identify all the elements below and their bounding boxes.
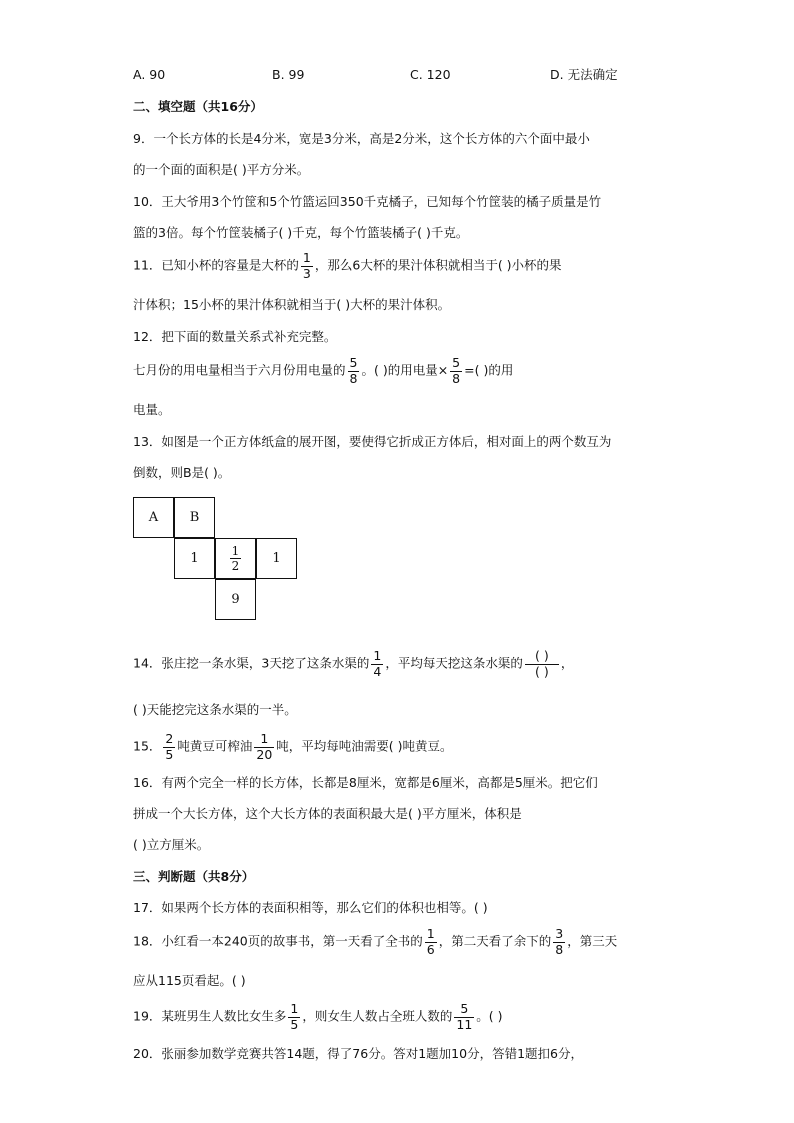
option-d: D. 无法确定 [550, 67, 618, 82]
q19-text-a: 19．某班男生人数比女生多 [133, 1008, 287, 1024]
fraction: $\frac{5}{8}$ [452, 355, 461, 386]
fraction: $\frac{5}{8}$ [349, 355, 358, 386]
q11-text-b: ，那么6大杯的果汁体积就相当于( )小杯的果 [314, 257, 562, 273]
q18-text-a: 18．小红看一本240页的故事书，第一天看了全书的 [133, 933, 423, 949]
question-18-line2: 应从115页看起。( ) [133, 973, 246, 988]
net-cell-1: 1 [174, 538, 215, 579]
question-16-line1: 16．有两个完全一样的长方体，长都是8厘米，宽都是6厘米，高都是5厘米。把它们 [133, 775, 598, 790]
q14-text-b: ，平均每天挖这条水渠的 [385, 655, 523, 671]
blank-fraction: $\frac{( )}{( )}$ [525, 650, 559, 678]
question-13-line1: 13．如图是一个正方体纸盒的展开图，要使得它折成正方体后，相对面上的两个数互为 [133, 434, 612, 449]
question-12-line3: 电量。 [133, 402, 171, 417]
section-heading-fill-blank: 二、填空题（共16分） [133, 99, 263, 114]
q15-text-b: 吨，平均每吨油需要( )吨黄豆。 [276, 738, 453, 754]
question-18-line1 [133, 928, 617, 956]
q19-text-b: ，则女生人数占全班人数的 [302, 1008, 453, 1024]
q12-text-b: 。( )的用电量× [361, 362, 449, 378]
q14-text-c: ， [560, 655, 574, 671]
section-heading-judge: 三、判断题（共8分） [133, 869, 255, 884]
q19-text-c: 。( ) [476, 1008, 503, 1024]
question-10-line2: 篮的3倍。每个竹筐装橘子( )千克，每个竹篮装橘子( )千克。 [133, 225, 469, 240]
question-15 [133, 733, 453, 761]
q18-text-c: ，第三天 [567, 933, 618, 949]
option-b: B. 99 [272, 67, 305, 82]
question-11-line2: 汁体积；15小杯的果汁体积就相当于( )大杯的果汁体积。 [133, 297, 451, 312]
q12-text-a: 七月份的用电量相当于六月份用电量的 [133, 362, 346, 378]
q18-text-b: ，第二天看了余下的 [438, 933, 552, 949]
question-9-line1: 9．一个长方体的长是4分米，宽是3分米，高是2分米，这个长方体的六个面中最小 [133, 131, 590, 146]
fraction: $\frac{1}{4}$ [373, 648, 382, 679]
fraction: $\frac{1}{20}$ [256, 731, 273, 762]
question-11-line1 [133, 252, 562, 280]
q11-text-a: 11．已知小杯的容量是大杯的 [133, 257, 299, 273]
net-cell-b: B [174, 497, 215, 538]
question-10-line1: 10．王大爷用3个竹筐和5个竹篮运回350千克橘子，已知每个竹筐装的橘子质量是竹 [133, 194, 602, 209]
net-cell-half: $\frac{1}{2}$ [215, 538, 256, 579]
question-12-line1: 12．把下面的数量关系式补充完整。 [133, 329, 337, 344]
question-16-line3: ( )立方厘米。 [133, 837, 210, 852]
net-cell-a: A [133, 497, 174, 538]
question-16-line2: 拼成一个大长方体，这个大长方体的表面积最大是( )平方厘米，体积是 [133, 806, 522, 821]
question-12-line2 [133, 357, 513, 385]
net-cell-1b: 1 [256, 538, 297, 579]
question-14-line1 [133, 650, 573, 678]
option-c: C. 120 [410, 67, 451, 82]
fraction: $\frac{5}{11}$ [456, 1001, 473, 1032]
option-a: A. 90 [133, 67, 166, 82]
fraction: $\frac{1}{5}$ [290, 1001, 299, 1032]
net-cell-9: 9 [215, 579, 256, 620]
fraction: $\frac{1}{3}$ [302, 250, 311, 281]
fraction: $\frac{1}{6}$ [426, 926, 435, 957]
question-17: 17．如果两个长方体的表面积相等，那么它们的体积也相等。( ) [133, 900, 488, 915]
q12-text-c: =( )的用 [464, 362, 514, 378]
question-9-line2: 的一个面的面积是( )平方分米。 [133, 162, 310, 177]
fraction: $\frac{3}{8}$ [555, 926, 564, 957]
q15-num: 15． [133, 738, 162, 754]
q14-text-a: 14．张庄挖一条水渠，3天挖了这条水渠的 [133, 655, 370, 671]
question-20-line1: 20．张丽参加数学竞赛共答14题，得了76分。答对1题加10分，答错1题扣6分， [133, 1046, 583, 1061]
question-14-line2: ( )天能挖完这条水渠的一半。 [133, 702, 297, 717]
fraction: $\frac{2}{5}$ [165, 731, 174, 762]
question-13-line2: 倒数，则B是( )。 [133, 465, 231, 480]
question-19 [133, 1003, 503, 1031]
q15-text-a: 吨黄豆可榨油 [177, 738, 253, 754]
